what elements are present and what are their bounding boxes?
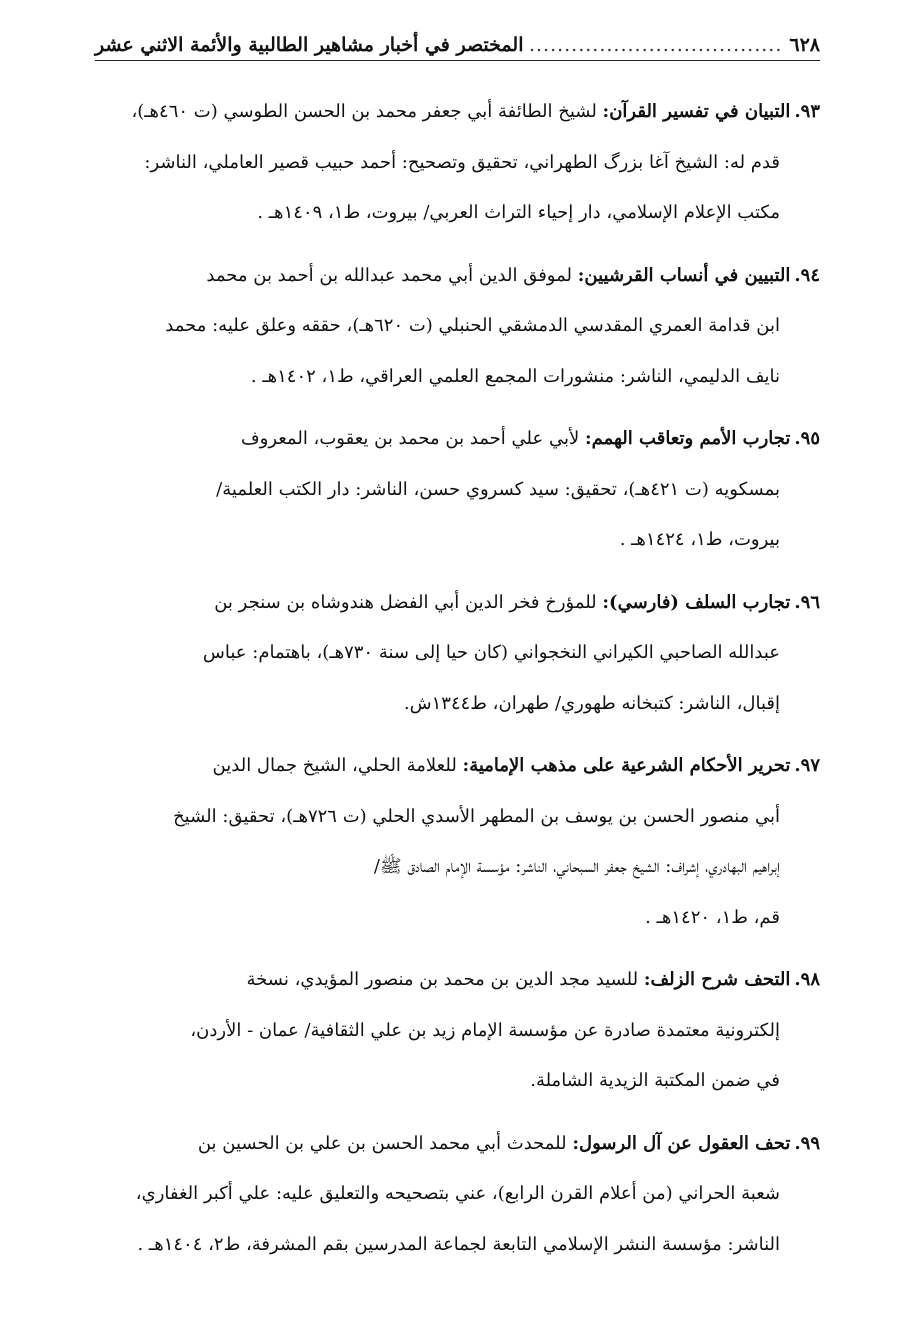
entry-title: التحف شرح الزلف: [643, 969, 791, 990]
running-title: المختصر في أخبار مشاهير الطالبية والأئمة الاثني عشر [95, 34, 524, 56]
entry-line: لأبي علي أحمد بن محمد بن يعقوب، المعروف [240, 428, 580, 449]
bibliography-entry [95, 251, 820, 403]
entry-number: ٩٤. [794, 264, 820, 286]
entry-line: الناشر: مؤسسة النشر الإسلامي التابعة لجماعة المدرسين بقم المشرفة، ط٢، ١٤٠٤هـ . [137, 1233, 780, 1255]
entry-line: للعلامة الحلي، الشيخ جمال الدين [212, 755, 457, 776]
entry-line: بمسكويه (ت ٤٢١هـ)، تحقيق: سيد كسروي حسن، الناشر: دار الكتب العلمية/ [216, 478, 780, 500]
entry-number: ٩٩. [794, 1132, 820, 1154]
entry-line: للمحدث أبي محمد الحسن بن علي بن الحسين بن [197, 1132, 567, 1154]
bibliography-entry [95, 87, 820, 239]
entry-line: ابن قدامة العمري المقدسي الدمشقي الحنبلي (ت ٦٢٠هـ)، حققه وعلق عليه: محمد [165, 315, 780, 336]
bibliography-entry [95, 578, 820, 730]
entry-line: مكتب الإعلام الإسلامي، دار إحياء التراث العربي/ بيروت، ط١، ١٤٠٩هـ . [257, 202, 780, 223]
entry-line: بيروت، ط١، ١٤٢٤هـ . [619, 529, 780, 550]
bibliography-entry [95, 414, 820, 566]
entry-line: لشيخ الطائفة أبي جعفر محمد بن الحسن الطوسي (ت ٤٦٠هـ)، [131, 101, 597, 122]
entry-line: إلكترونية معتمدة صادرة عن مؤسسة الإمام زيد بن علي الثقافية/ عمان - الأردن، [190, 1019, 780, 1041]
bibliography-entry [95, 741, 820, 943]
entry-number: ٩٦. [794, 591, 820, 613]
entry-line: عبدالله الصاحبي الكيراني النخجواني (كان حيا إلى سنة ٧٣٠هـ)، باهتمام: عباس [202, 642, 780, 663]
book-page [95, 34, 820, 1282]
bibliography-list [95, 87, 820, 1270]
entry-line: للمؤرخ فخر الدين أبي الفضل هندوشاه بن سنجر بن [214, 591, 597, 613]
running-header [95, 34, 820, 61]
entry-line: أبي منصور الحسن بن يوسف بن المطهر الأسدي الحلي (ت ٧٢٦هـ)، تحقيق: الشيخ [173, 805, 780, 827]
page-number: ٦٢٨ [789, 34, 820, 56]
entry-title: تجارب الأمم وتعاقب الهمم: [584, 428, 791, 449]
entry-number: ٩٨. [794, 969, 820, 990]
entry-line: للسيد مجد الدين بن محمد بن منصور المؤيدي، نسخة [246, 969, 639, 990]
entry-line: نايف الدليمي، الناشر: منشورات المجمع العلمي العراقي، ط١، ١٤٠٢هـ . [250, 365, 780, 387]
bibliography-entry [95, 955, 820, 1107]
entry-number: ٩٧. [794, 755, 820, 776]
leader-dots [526, 34, 782, 56]
entry-line: في ضمن المكتبة الزيدية الشاملة. [530, 1070, 780, 1091]
entry-title: تجارب السلف (فارسي): [602, 591, 791, 613]
entry-line: إبراهيم البهادري، إشراف: الشيخ جعفر السبحاني، الناشر: مؤسسة الإمام الصادق ﷺ/ [373, 856, 780, 877]
entry-line: إقبال، الناشر: كتبخانه طهوري/ طهران، ط١٣٤٤ش. [403, 692, 780, 714]
entry-line: لموفق الدين أبي محمد عبدالله بن أحمد بن محمد [206, 264, 572, 286]
entry-title: التبيين في أنساب القرشيين: [577, 264, 791, 286]
bibliography-entry [95, 1119, 820, 1271]
entry-line: شعبة الحراني (من أعلام القرن الرابع)، عني بتصحيحه والتعليق عليه: علي أكبر الغفاري، [135, 1183, 780, 1204]
entry-number: ٩٣. [794, 101, 820, 122]
entry-line: قم، ط١، ١٤٢٠هـ . [645, 906, 780, 928]
entry-title: تحرير الأحكام الشرعية على مذهب الإمامية: [462, 755, 791, 776]
entry-title: التبيان في تفسير القرآن: [602, 101, 791, 122]
entry-line: قدم له: الشيخ آغا بزرگ الطهراني، تحقيق وتصحيح: أحمد حبيب قصير العاملي، الناشر: [144, 151, 780, 173]
entry-title: تحف العقول عن آل الرسول: [572, 1132, 791, 1154]
entry-number: ٩٥. [794, 428, 820, 449]
